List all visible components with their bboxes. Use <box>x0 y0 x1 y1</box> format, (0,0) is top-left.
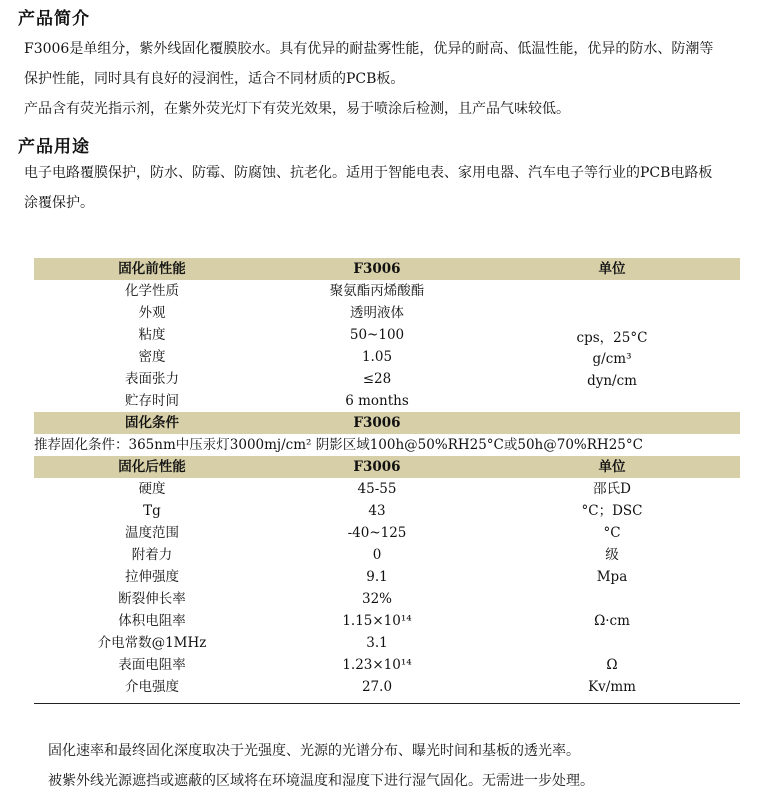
table-row <box>34 566 740 588</box>
property-value: 50~100 <box>349 327 405 343</box>
intro-line: 产品含有荧光指示剂，在紫外荧光灯下有荧光效果，易于喷涂后检测，且产品气味较低。 <box>24 101 570 117</box>
property-name: 拉伸强度 <box>125 569 179 585</box>
intro-line: 保护性能，同时具有良好的浸润性，适合不同材质的PCB板。 <box>24 71 405 87</box>
properties-table <box>34 258 740 698</box>
property-name: 附着力 <box>131 547 173 563</box>
property-value: 6 months <box>345 393 409 409</box>
table-row <box>34 522 740 544</box>
pre-cure-header-row <box>34 258 740 280</box>
usage-title: 产品用途 <box>18 137 90 157</box>
table-header-cell: F3006 <box>353 415 401 431</box>
property-unit <box>484 302 740 324</box>
property-unit: Mpa <box>596 569 628 585</box>
usage-line: 涂覆保护。 <box>24 195 94 211</box>
cure-condition-header-row <box>34 412 740 434</box>
property-unit <box>484 390 740 412</box>
property-name: 硬度 <box>138 481 166 497</box>
property-value: 透明液体 <box>350 305 404 321</box>
table-row <box>34 610 740 632</box>
table-row <box>34 676 740 698</box>
property-unit: dyn/cm <box>587 373 637 389</box>
property-value: 32% <box>361 591 392 607</box>
footer-note: 被紫外线光源遮挡或遮蔽的区域将在环境温度和湿度下进行湿气固化。无需进一步处理。 <box>48 773 594 789</box>
table-row <box>34 302 740 324</box>
property-unit: 邵氏D <box>593 481 631 497</box>
property-unit <box>484 280 740 302</box>
property-name: 体积电阻率 <box>118 613 186 629</box>
table-header-cell: 单位 <box>598 261 626 277</box>
property-unit: Ω·cm <box>594 613 630 629</box>
property-unit: g/cm³ <box>592 351 632 367</box>
table-header-cell: F3006 <box>353 261 401 277</box>
intro-paragraph <box>24 34 764 124</box>
table-row <box>34 390 740 412</box>
table-row <box>34 280 740 302</box>
table-header-cell <box>484 412 740 434</box>
table-bottom-rule <box>34 703 740 704</box>
property-name: 密度 <box>138 349 166 365</box>
property-value: 1.05 <box>361 349 393 365</box>
table-row <box>34 368 740 390</box>
property-name: 粘度 <box>138 327 166 343</box>
table-row <box>34 588 740 610</box>
property-name: 表面电阻率 <box>118 657 186 673</box>
table-row <box>34 500 740 522</box>
intro-line: F3006是单组分，紫外线固化覆膜胶水。具有优异的耐盐雾性能，优异的耐高、低温性能，优异的防水、防潮等 <box>24 41 714 57</box>
property-value: 1.23×10¹⁴ <box>342 657 412 673</box>
table-header-cell: 固化条件 <box>125 415 179 431</box>
cure-condition-text: 推荐固化条件：365nm中压汞灯3000mj/cm² 阴影区域100h@50%RH25°C或50h@70%RH25°C <box>34 437 643 453</box>
table-row <box>34 654 740 676</box>
cure-condition-row <box>34 434 740 456</box>
property-unit: °C <box>603 525 621 541</box>
table-row <box>34 478 740 500</box>
property-name: 温度范围 <box>125 525 179 541</box>
property-name: 贮存时间 <box>125 393 179 409</box>
property-value: 聚氨酯丙烯酸酯 <box>329 283 425 299</box>
property-value: 45-55 <box>357 481 397 497</box>
table-header-cell: 单位 <box>598 459 626 475</box>
property-unit: °C；DSC <box>581 503 643 519</box>
intro-title: 产品简介 <box>18 9 90 29</box>
property-name: Tg <box>143 503 161 519</box>
property-value: 1.15×10¹⁴ <box>342 613 412 629</box>
property-unit: cps，25°C <box>576 330 648 346</box>
table-row <box>34 346 740 368</box>
post-cure-header-row <box>34 456 740 478</box>
property-unit: Ω <box>606 657 618 673</box>
property-unit: 级 <box>605 547 619 563</box>
property-unit <box>484 632 740 654</box>
property-value: -40~125 <box>347 525 407 541</box>
property-value: 9.1 <box>366 569 388 585</box>
property-unit: Kv/mm <box>588 679 636 695</box>
property-value: 43 <box>368 503 386 519</box>
property-value: 0 <box>372 547 382 563</box>
property-name: 外观 <box>138 305 166 321</box>
table-row <box>34 544 740 566</box>
table-header-cell: 固化前性能 <box>118 261 186 277</box>
usage-paragraph <box>24 158 764 218</box>
footer-note: 固化速率和最终固化深度取决于光强度、光源的光谱分布、曝光时间和基板的透光率。 <box>48 743 580 759</box>
property-unit <box>484 588 740 610</box>
property-value: ≤28 <box>362 371 392 387</box>
property-name: 表面张力 <box>125 371 179 387</box>
property-name: 断裂伸长率 <box>118 591 186 607</box>
usage-line: 电子电路覆膜保护，防水、防霉、防腐蚀、抗老化。适用于智能电表、家用电器、汽车电子等行业的PCB电路板 <box>24 165 713 181</box>
table-header-cell: F3006 <box>353 459 401 475</box>
table-row <box>34 324 740 346</box>
property-name: 化学性质 <box>125 283 179 299</box>
property-name: 介电强度 <box>125 679 179 695</box>
table-header-cell: 固化后性能 <box>118 459 186 475</box>
table-row <box>34 632 740 654</box>
property-value: 27.0 <box>361 679 393 695</box>
property-name: 介电常数@1MHz <box>97 635 207 651</box>
property-value: 3.1 <box>366 635 388 651</box>
